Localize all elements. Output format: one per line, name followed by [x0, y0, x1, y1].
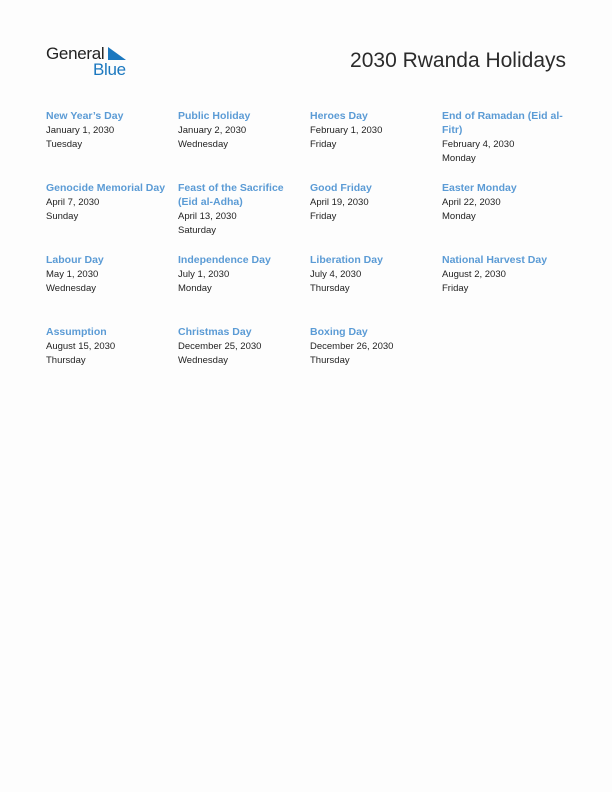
holiday-date: February 4, 2030 [442, 139, 515, 150]
holiday-weekday: Thursday [310, 283, 350, 294]
holiday-item [442, 109, 576, 181]
holiday-weekday: Monday [442, 153, 476, 164]
holiday-item [310, 325, 442, 397]
holiday-date: April 22, 2030 [442, 197, 501, 208]
holiday-weekday: Sunday [46, 211, 79, 222]
holiday-weekday: Thursday [310, 355, 350, 366]
holiday-date: April 7, 2030 [46, 197, 100, 208]
holiday-item [46, 325, 178, 397]
holiday-name: Liberation Day [310, 254, 383, 266]
holiday-weekday: Wednesday [178, 139, 228, 150]
holiday-item [46, 181, 178, 253]
holiday-name: Feast of the Sacrifice (Eid al-Adha) [178, 182, 284, 208]
holiday-date: December 25, 2030 [178, 341, 262, 352]
holiday-grid [46, 109, 576, 397]
holiday-name: Christmas Day [178, 326, 252, 338]
holiday-weekday: Saturday [178, 225, 217, 236]
holiday-weekday: Friday [310, 139, 337, 150]
holiday-item [310, 253, 442, 325]
holiday-date: May 1, 2030 [46, 269, 99, 280]
holiday-name: Independence Day [178, 254, 271, 266]
holiday-date: August 2, 2030 [442, 269, 506, 280]
holiday-weekday: Thursday [46, 355, 86, 366]
holiday-item [178, 325, 310, 397]
logo-word-general: General [46, 44, 105, 63]
holiday-date: December 26, 2030 [310, 341, 394, 352]
holiday-name: Public Holiday [178, 110, 251, 122]
holiday-item [46, 109, 178, 181]
holiday-weekday: Friday [310, 211, 337, 222]
holiday-name: National Harvest Day [442, 254, 548, 266]
holiday-name: End of Ramadan (Eid al-Fitr) [442, 110, 563, 136]
holiday-date: July 4, 2030 [310, 269, 362, 280]
holiday-weekday: Wednesday [178, 355, 228, 366]
holiday-name: Heroes Day [310, 110, 368, 122]
holiday-name: Assumption [46, 326, 107, 338]
holiday-name: Labour Day [46, 254, 104, 266]
generalblue-logo [46, 44, 136, 80]
holiday-name: Good Friday [310, 182, 372, 194]
holiday-item [178, 253, 310, 325]
holiday-name: Genocide Memorial Day [46, 182, 166, 194]
holiday-item [178, 181, 310, 253]
holiday-item [178, 109, 310, 181]
holiday-item [310, 109, 442, 181]
holiday-date: August 15, 2030 [46, 341, 116, 352]
holiday-date: April 19, 2030 [310, 197, 369, 208]
holiday-name: New Year’s Day [46, 110, 124, 122]
page-title: 2030 Rwanda Holidays [350, 49, 566, 72]
holiday-date: January 2, 2030 [178, 125, 247, 136]
holiday-item [442, 253, 576, 325]
holiday-weekday: Wednesday [46, 283, 96, 294]
holiday-item [310, 181, 442, 253]
holiday-weekday: Tuesday [46, 139, 83, 150]
holiday-weekday: Monday [442, 211, 476, 222]
holiday-date: July 1, 2030 [178, 269, 230, 280]
holiday-item [46, 253, 178, 325]
holiday-weekday: Monday [178, 283, 212, 294]
holiday-date: February 1, 2030 [310, 125, 383, 136]
holiday-weekday: Friday [442, 283, 469, 294]
holiday-item [442, 181, 576, 253]
logo-word-blue: Blue [93, 60, 126, 79]
holiday-date: January 1, 2030 [46, 125, 115, 136]
holiday-name: Easter Monday [442, 182, 517, 194]
holiday-date: April 13, 2030 [178, 211, 237, 222]
holiday-name: Boxing Day [310, 326, 368, 338]
